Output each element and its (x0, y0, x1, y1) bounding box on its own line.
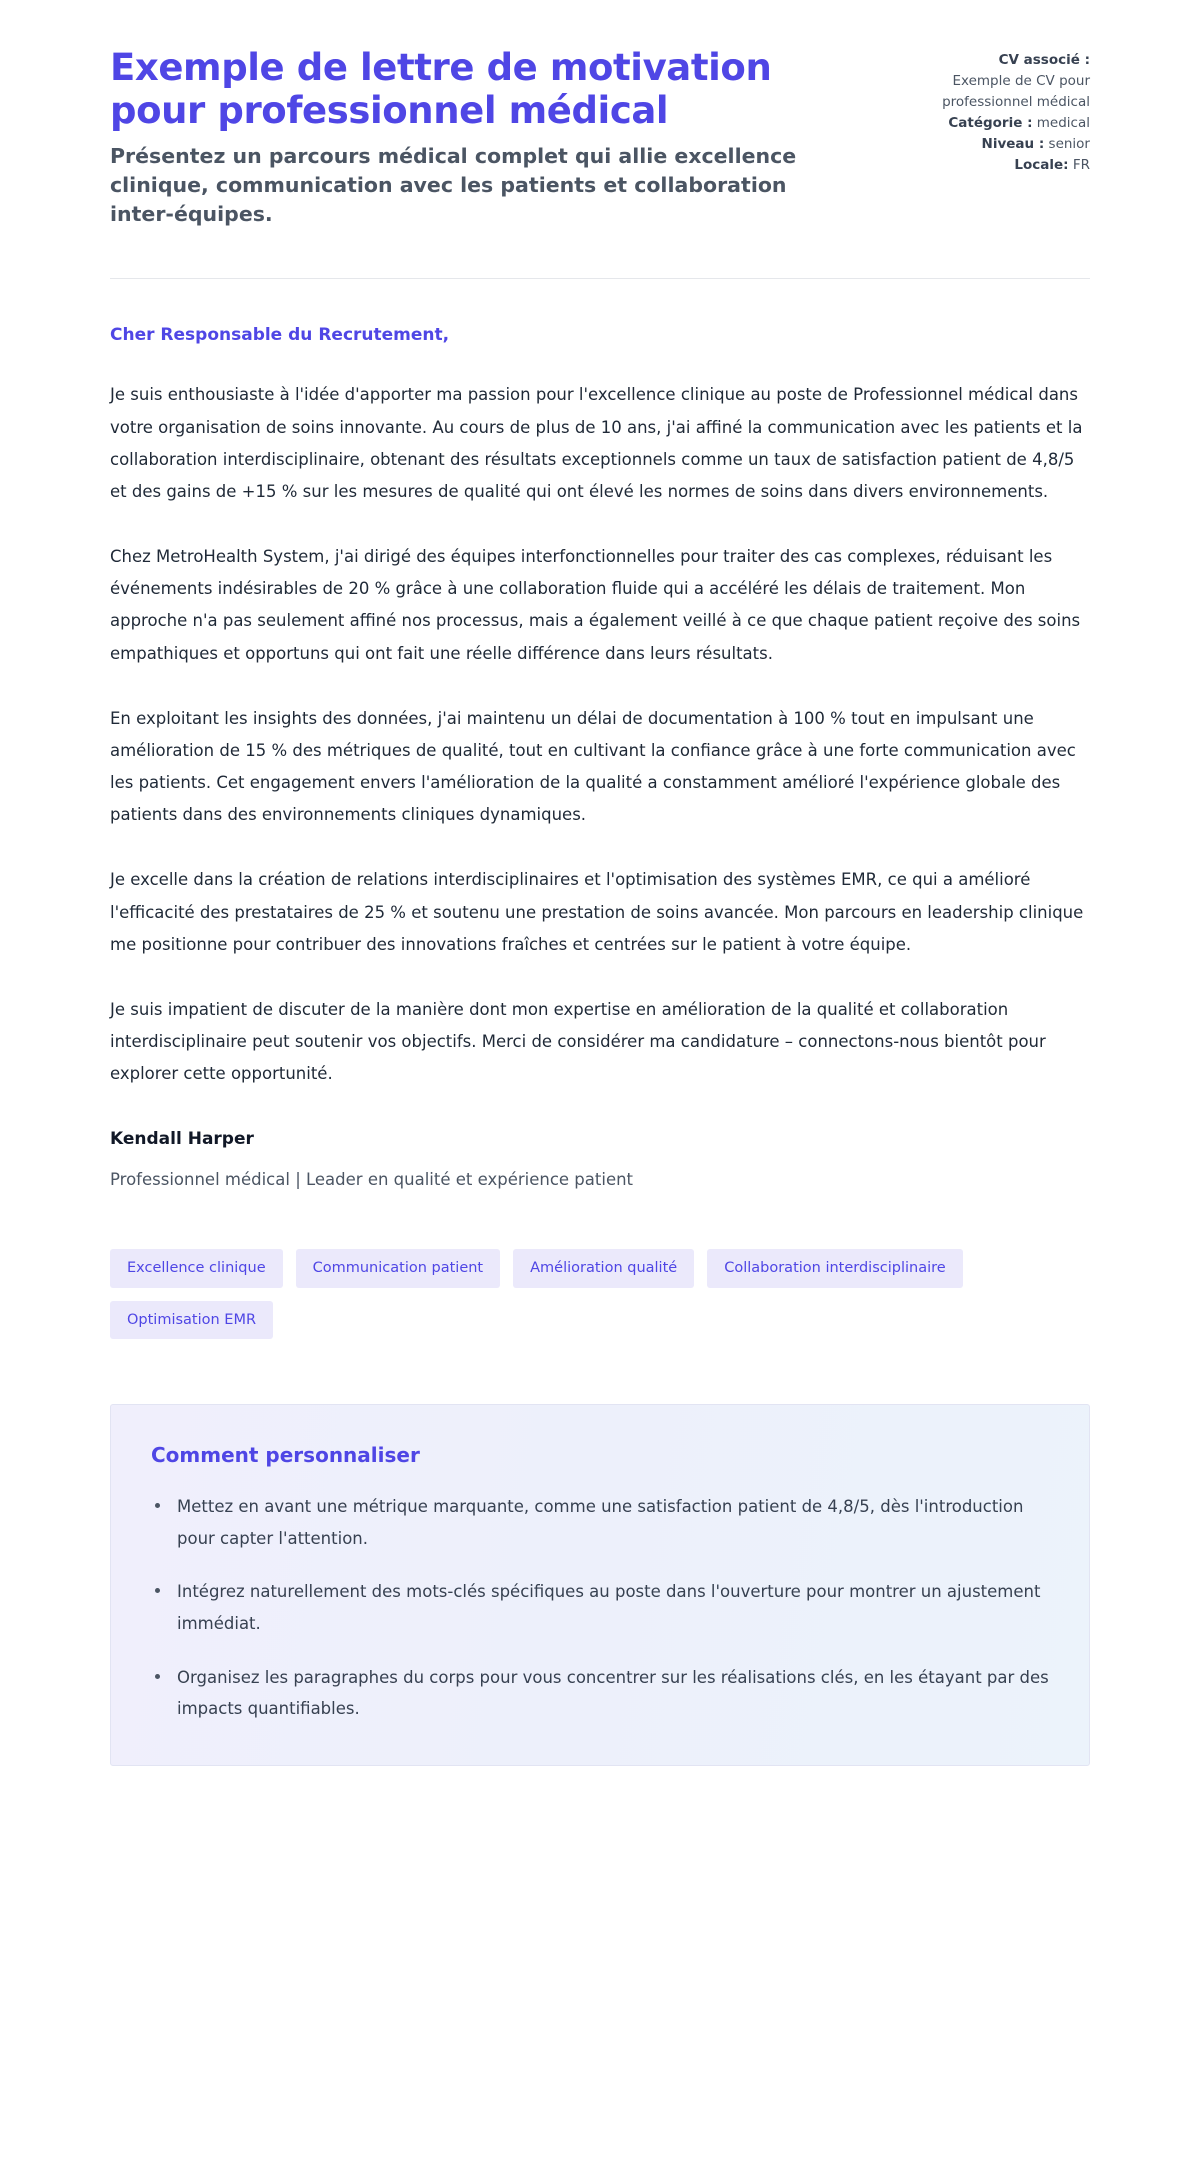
meta-associated-cv-value: Exemple de CV pour professionnel médical (942, 72, 1090, 110)
tips-list-item (151, 1576, 1049, 1639)
bullet-icon (155, 1588, 160, 1593)
customization-tips-panel (110, 1404, 1090, 1766)
signature-role: Professionnel médical | Leader en qualité et expérience patient (110, 1169, 634, 1189)
letter-paragraph: En exploitant les insights des données, j'ai maintenu un délai de documentation à 100 % tout en impulsant une amélioration de 15 % des métriques de qualité, tout en cultivant la confiance grâce à une forte communication avec les patients. Cet engagement envers l'amélioration de la qualité a constamment amélioré l'expérience globale des patients dans des environnements cliniques dynamiques. (110, 708, 1076, 825)
meta-locale (875, 155, 1090, 176)
tips-list-item-text: Intégrez naturellement des mots-clés spécifiques au poste dans l'ouverture pour montrer un ajustement immédiat. (177, 1582, 1041, 1634)
skill-tag[interactable]: Optimisation EMR (110, 1301, 273, 1340)
skill-tag[interactable]: Excellence clinique (110, 1249, 283, 1288)
signature-name: Kendall Harper (110, 1129, 254, 1150)
tips-list-item (151, 1662, 1049, 1725)
page-subtitle: Présentez un parcours médical complet qui allie excellence clinique, communication avec les patients et collaboration inter-équipes. (110, 143, 797, 226)
bullet-icon (155, 1674, 160, 1679)
letter-paragraph: Je suis enthousiaste à l'idée d'apporter ma passion pour l'excellence clinique au poste de Professionnel médical dans votre organisation de soins innovante. Au cours de plus de 10 ans, j'ai affiné la communication avec les patients et la collaboration interdisciplinaire, obtenant des résultats exceptionnels comme un taux de satisfaction patient de 4,8/5 et des gains de +15 % sur les mesures de qualité qui ont élevé les normes de soins dans divers environnements. (110, 385, 1083, 501)
skill-tag-list (110, 1249, 1090, 1339)
tips-list-item-text: Mettez en avant une métrique marquante, comme une satisfaction patient de 4,8/5, dès l'introduction pour capter l'attention. (177, 1497, 1024, 1548)
letter-paragraph: Chez MetroHealth System, j'ai dirigé des équipes interfonctionnelles pour traiter des cas complexes, réduisant les événements indésirables de 20 % grâce à une collaboration fluide qui a accéléré les délais de traitement. Mon approche n'a pas seulement affiné nos processus, mais a également veillé à ce que chaque patient reçoive des soins empathiques et opportuns qui ont fait une réelle différence dans leurs résultats. (110, 547, 1081, 663)
meta-locale-label: Locale: (1014, 156, 1069, 173)
skill-tag[interactable]: Collaboration interdisciplinaire (707, 1249, 963, 1288)
page-title: Exemple de lettre de motivation pour professionnel médical (110, 46, 772, 133)
meta-category-value: medical (1036, 114, 1090, 131)
letter-salutation: Cher Responsable du Recrutement, (110, 324, 450, 345)
meta-level-label: Niveau : (981, 135, 1045, 152)
document-metadata-panel (875, 46, 1090, 176)
letter-signature (110, 1126, 1090, 1193)
skill-tag[interactable]: Communication patient (296, 1249, 501, 1288)
meta-level (875, 134, 1090, 155)
document-header (110, 46, 1090, 229)
letter-paragraph: Je suis impatient de discuter de la manière dont mon expertise en amélioration de la qualité et collaboration interdisciplinaire peut soutenir vos objectifs. Merci de considérer ma candidature – connectons-nous bientôt pour explorer cette opportunité. (110, 999, 1046, 1084)
meta-locale-value: FR (1072, 156, 1090, 173)
cover-letter-body (110, 279, 1090, 1193)
tips-list-item-text: Organisez les paragraphes du corps pour vous concentrer sur les réalisations clés, en les étayant par des impacts quantifiables. (177, 1667, 1049, 1719)
bullet-icon (155, 1503, 160, 1508)
tips-list (151, 1491, 1049, 1725)
meta-category-label: Catégorie : (948, 114, 1033, 131)
meta-associated-cv (875, 50, 1090, 113)
tips-panel-title: Comment personnaliser (151, 1443, 420, 1468)
skill-tag[interactable]: Amélioration qualité (513, 1249, 694, 1288)
meta-associated-cv-label: CV associé : (998, 52, 1090, 68)
header-title-block (110, 46, 839, 229)
meta-category (875, 113, 1090, 134)
meta-level-value: senior (1048, 135, 1090, 152)
tips-list-item (151, 1491, 1049, 1554)
letter-paragraph: Je excelle dans la création de relations interdisciplinaires et l'optimisation des systèmes EMR, ce qui a amélioré l'efficacité des prestataires de 25 % et soutenu une prestation de soins avancée. Mon parcours en leadership clinique me positionne pour contribuer des innovations fraîches et centrées sur le patient à votre équipe. (110, 870, 1084, 954)
